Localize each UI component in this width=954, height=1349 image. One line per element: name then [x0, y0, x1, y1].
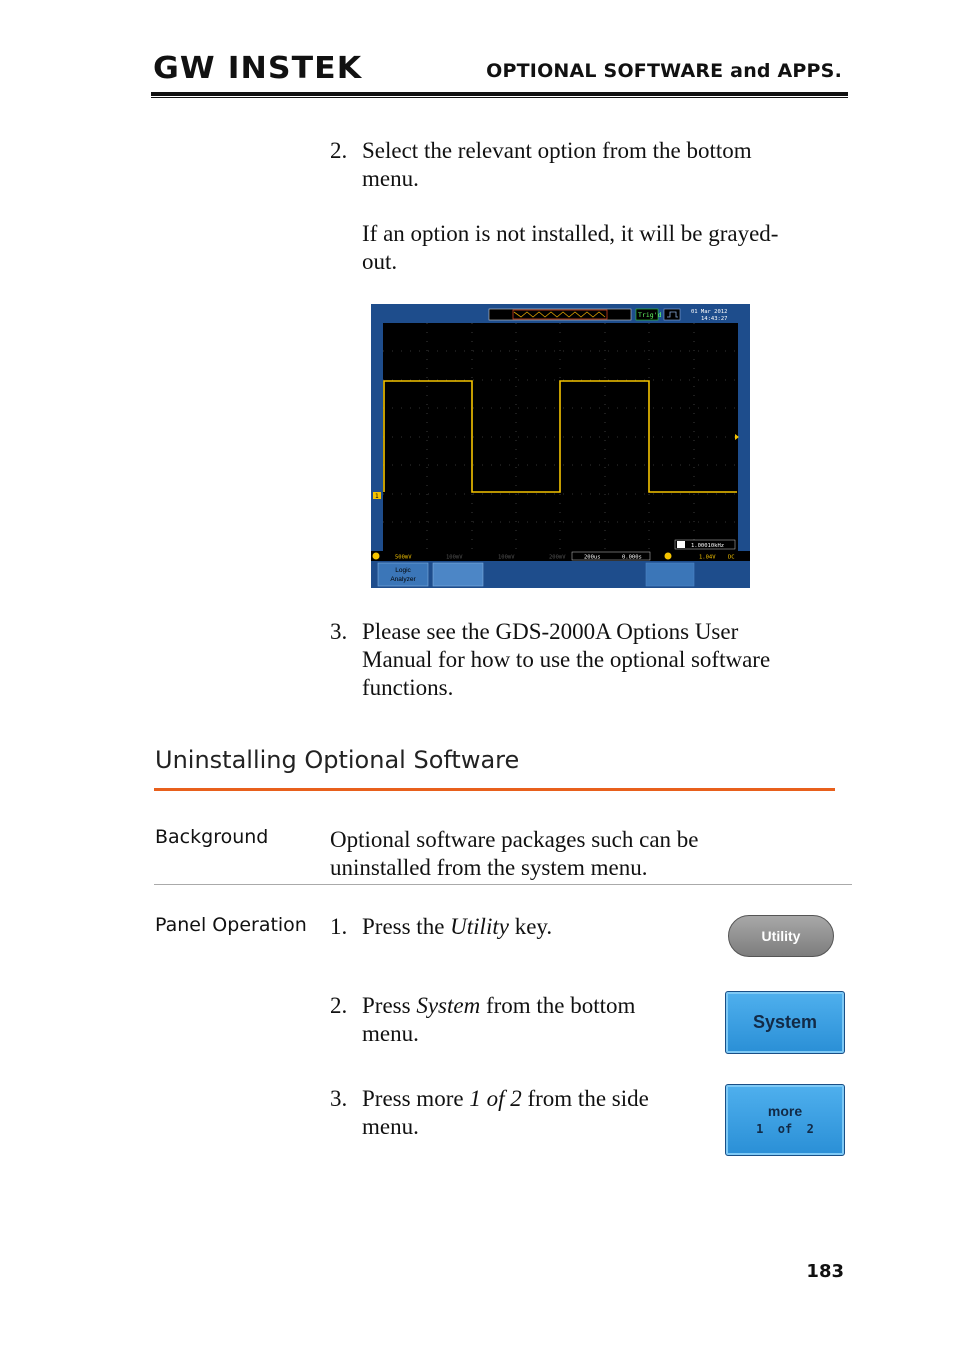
step-text: Manual for how to use the optional software [362, 647, 771, 672]
scope-time: 14:43:27 [701, 316, 728, 322]
menu-analyzer: Analyzer [390, 576, 416, 583]
step-text: menu. [362, 166, 419, 191]
header-rule [151, 92, 848, 96]
op-emphasis: System [416, 993, 481, 1018]
gw-instek-logo: GW INSTEK [153, 51, 363, 86]
channel-marker: 1 [375, 493, 379, 500]
op-2-number: 2. [330, 993, 348, 1018]
coupling: DC [728, 554, 735, 561]
step-number: 2. [330, 138, 348, 163]
header-title: OPTIONAL SOFTWARE and APPS. [486, 60, 842, 82]
step-number: 3. [330, 619, 348, 644]
system-button[interactable]: System [725, 991, 845, 1054]
op-text: from the bottom [480, 993, 636, 1018]
op-3-text-2: menu. [362, 1114, 419, 1139]
step-3 [330, 618, 850, 708]
op-1-text [362, 913, 552, 941]
oscilloscope-screen [371, 304, 750, 588]
ch4-scale: 200mV [549, 554, 566, 561]
utility-key[interactable]: Utility [728, 915, 834, 957]
background-label: Background [155, 826, 269, 848]
note-text: out. [362, 249, 398, 274]
background-text-1: Optional software packages such can be [330, 827, 699, 852]
scope-date: 01 Mar 2012 [691, 309, 728, 315]
op-1-number: 1. [330, 914, 348, 939]
op-text: key. [508, 914, 553, 939]
op-text: from the side [521, 1086, 649, 1111]
note-text: If an option is not installed, it will be grayed- [362, 221, 779, 246]
op-3-number: 3. [330, 1086, 348, 1111]
ch3-scale: 100mV [498, 554, 515, 561]
section-title: Uninstalling Optional Software [155, 746, 520, 774]
op-emphasis: Utility [450, 914, 509, 939]
step-text: Please see the GDS-2000A Options User [362, 619, 739, 644]
page-number: 183 [806, 1261, 844, 1282]
ch2-scale: 100mV [446, 554, 463, 561]
menu-logic: Logic [395, 567, 411, 574]
trig-status: Trig'd [638, 311, 662, 319]
op-emphasis: 1 of 2 [469, 1086, 522, 1111]
more-page: 1 of 2 [756, 1122, 814, 1136]
step-2 [330, 137, 830, 197]
background-text-2: uninstalled from the system menu. [330, 855, 648, 880]
position: 0.000s [622, 554, 642, 561]
op-text: Press more [362, 1086, 470, 1111]
divider [154, 884, 852, 885]
ch1-scale: 500mV [395, 554, 412, 561]
section-rule [154, 788, 835, 791]
more-1-of-2-button[interactable] [725, 1084, 845, 1156]
panel-operation-label: Panel Operation [155, 914, 307, 936]
step-2-note [330, 220, 830, 280]
frequency-readout: 1.00010kHz [691, 543, 725, 549]
header-rule-thin [151, 97, 848, 98]
trigger-level: 1.04V [699, 554, 716, 561]
op-3-text [362, 1085, 649, 1113]
op-text: Press [362, 993, 417, 1018]
more-label: more [767, 1103, 803, 1119]
op-2-text-2: menu. [362, 1021, 419, 1046]
op-text: Press the [362, 914, 451, 939]
step-text: functions. [362, 675, 454, 700]
timebase: 200us [584, 554, 601, 561]
op-2-text [362, 992, 635, 1020]
step-text: Select the relevant option from the bottom [362, 138, 752, 163]
